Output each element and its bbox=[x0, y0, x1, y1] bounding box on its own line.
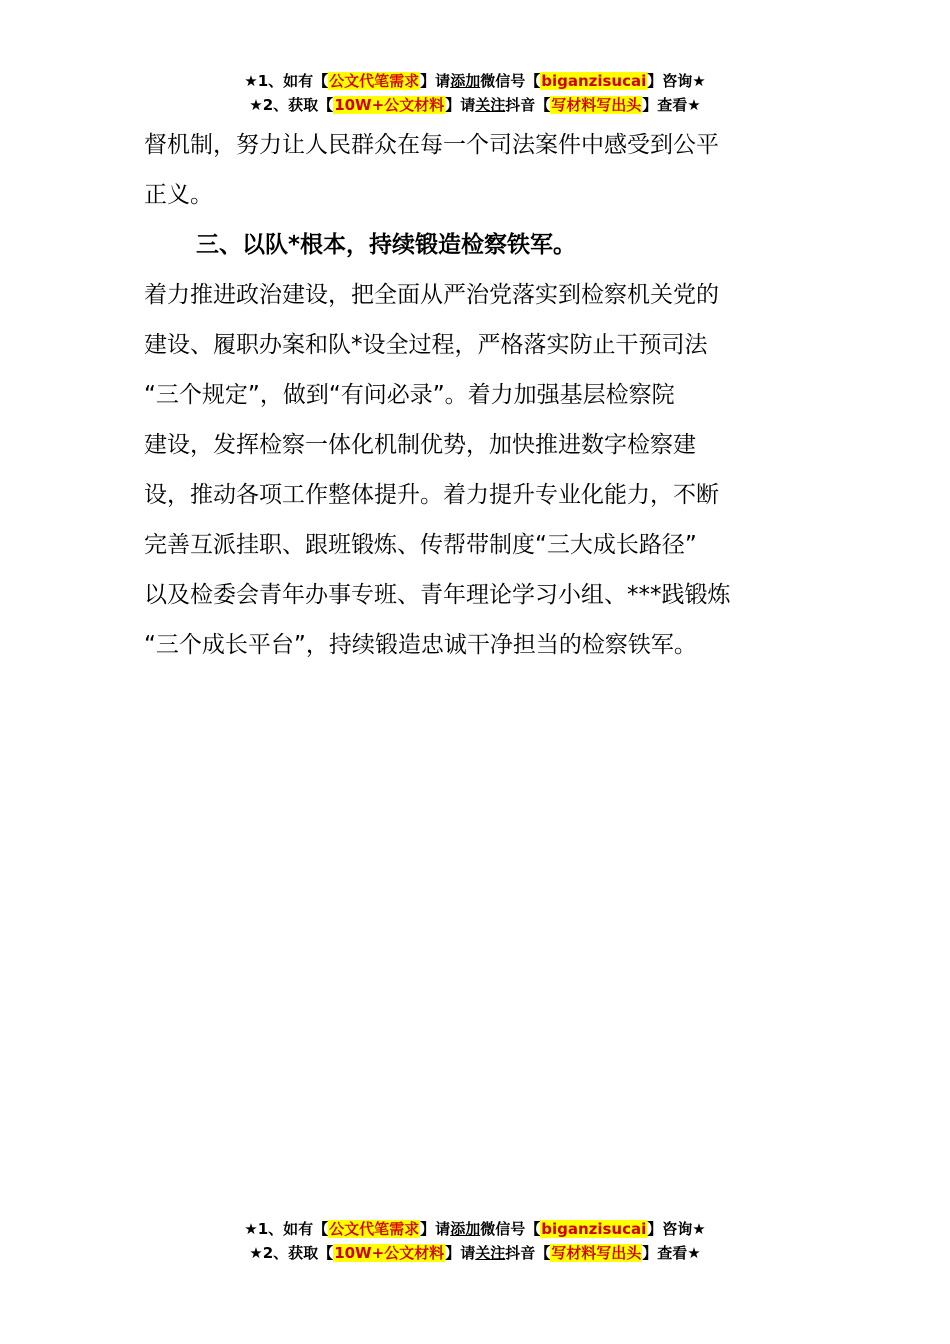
highlight-materials: 10W+公文材料 bbox=[334, 1244, 445, 1262]
banner-underlined-text: 添加 bbox=[450, 72, 481, 90]
banner-text: 】查看★ bbox=[642, 96, 701, 114]
banner-text: 】请 bbox=[420, 72, 451, 90]
banner-text: 】请 bbox=[420, 1220, 451, 1238]
body-line: 以及检委会青年办事专班、青年理论学习小组、***践锻炼 bbox=[144, 582, 731, 608]
body-line: 正义。 bbox=[144, 182, 213, 208]
banner-text: 微信号【 bbox=[480, 72, 541, 90]
highlight-materials: 10W+公文材料 bbox=[334, 96, 445, 114]
body-line: 建设、履职办案和队*设全过程，严格落实防止干预司法 bbox=[144, 332, 708, 358]
banner-text: 】咨询★ bbox=[647, 1220, 706, 1238]
banner-text: ★1、如有【 bbox=[244, 1220, 329, 1238]
banner-line-1 bbox=[0, 69, 950, 93]
body-line: “三个规定”，做到“有问必录”。着力加强基层检察院 bbox=[144, 382, 675, 408]
banner-text: ★1、如有【 bbox=[244, 72, 329, 90]
banner-underlined-text: 关注 bbox=[475, 96, 506, 114]
highlight-douyin-account: 写材料写出头 bbox=[551, 96, 642, 114]
banner-underlined-text: 添加 bbox=[450, 1220, 481, 1238]
highlight-service: 公文代笔需求 bbox=[329, 72, 420, 90]
body-line: 着力推进政治建设，把全面从严治党落实到检察机关党的 bbox=[144, 282, 719, 308]
banner-line-2 bbox=[0, 1241, 950, 1265]
highlight-service: 公文代笔需求 bbox=[329, 1220, 420, 1238]
banner-line-2 bbox=[0, 93, 950, 117]
body-line: 设，推动各项工作整体提升。着力提升专业化能力，不断 bbox=[144, 482, 719, 508]
body-line: 完善互派挂职、跟班锻炼、传帮带制度“三大成长路径” bbox=[144, 532, 697, 558]
body-line: 建设，发挥检察一体化机制优势，加快推进数字检察建 bbox=[144, 432, 696, 458]
banner-text: 抖音【 bbox=[505, 1244, 551, 1262]
banner-text: ★2、获取【 bbox=[249, 96, 334, 114]
banner-text: ★2、获取【 bbox=[249, 1244, 334, 1262]
banner-text: 】请 bbox=[445, 1244, 476, 1262]
section-heading: 三、以队*根本，持续锻造检察铁军。 bbox=[196, 232, 577, 258]
banner-text: 抖音【 bbox=[505, 96, 551, 114]
top-banner bbox=[0, 69, 950, 117]
highlight-wechat-id: biganzisucai bbox=[541, 72, 647, 90]
banner-line-1 bbox=[0, 1217, 950, 1241]
body-line: 督机制，努力让人民群众在每一个司法案件中感受到公平 bbox=[144, 132, 719, 158]
banner-underlined-text: 关注 bbox=[475, 1244, 506, 1262]
banner-text: 微信号【 bbox=[480, 1220, 541, 1238]
body-line: “三个成长平台”，持续锻造忠诚干净担当的检察铁军。 bbox=[144, 632, 697, 658]
banner-text: 】查看★ bbox=[642, 1244, 701, 1262]
banner-text: 】请 bbox=[445, 96, 476, 114]
bottom-banner bbox=[0, 1217, 950, 1265]
highlight-douyin-account: 写材料写出头 bbox=[551, 1244, 642, 1262]
highlight-wechat-id: biganzisucai bbox=[541, 1220, 647, 1238]
banner-text: 】咨询★ bbox=[647, 72, 706, 90]
